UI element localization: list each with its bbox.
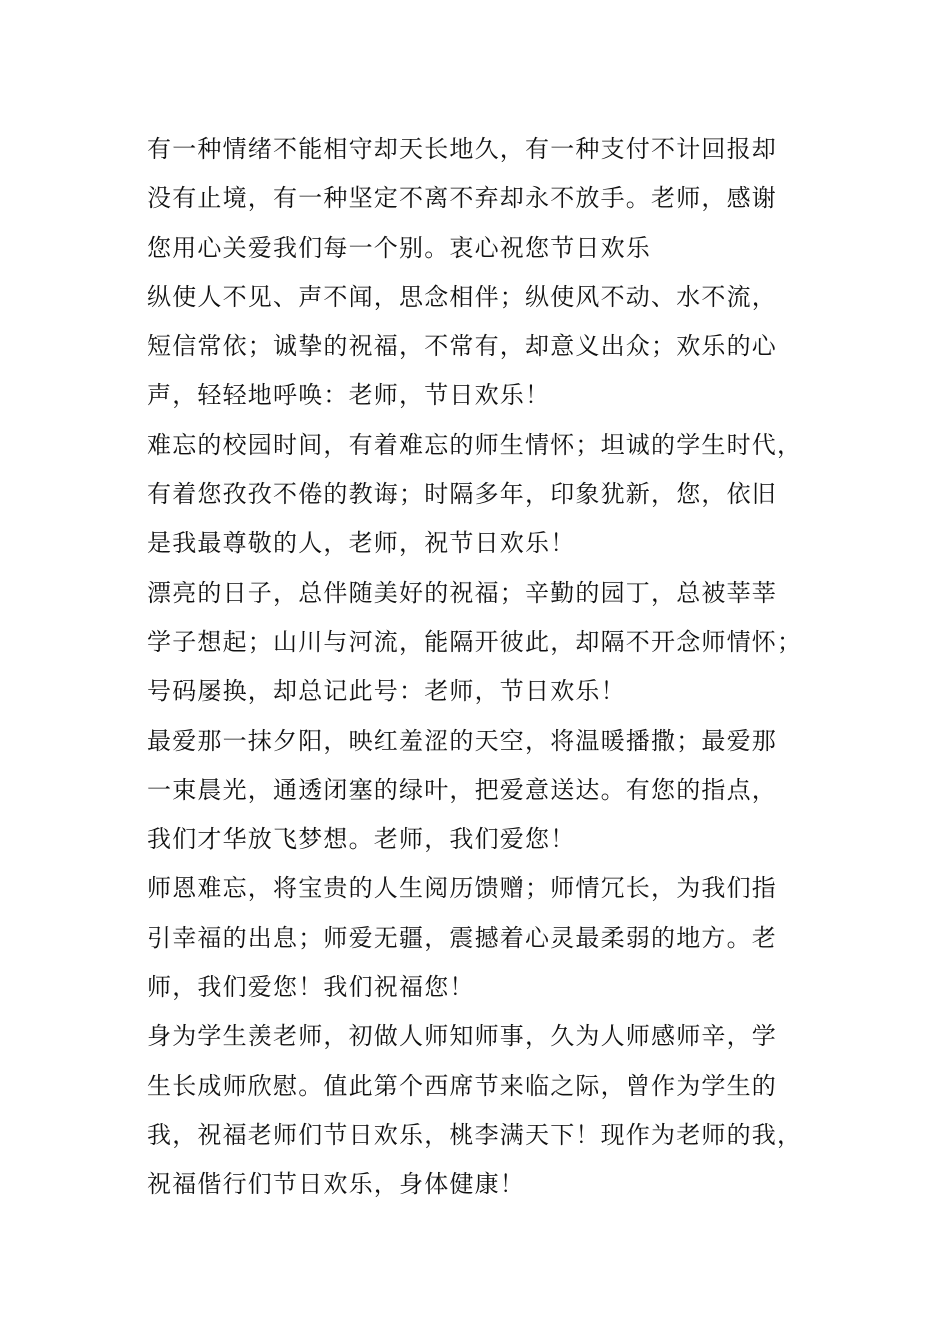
- text-line: 一束晨光，通透闭塞的绿叶，把爱意送达。有您的指点，: [147, 775, 777, 804]
- document-body: [147, 125, 807, 1210]
- text-line: 有着您孜孜不倦的教诲；时隔多年，印象犹新，您，依旧: [147, 480, 777, 509]
- text-line: 我，祝福老师们节日欢乐，桃李满天下！现作为老师的我，: [147, 1120, 803, 1149]
- text-line: 您用心关爱我们每一个别。衷心祝您节日欢乐: [147, 233, 651, 262]
- text-line: 祝福偕行们节日欢乐，身体健康！: [147, 1170, 525, 1199]
- text-line: 最爱那一抹夕阳，映红羞涩的天空，将温暖播撒；最爱那: [147, 726, 777, 755]
- text-line: 短信常依；诚挚的祝福，不常有，却意义出众；欢乐的心: [147, 332, 777, 361]
- text-line: 我们才华放飞梦想。老师，我们爱您！: [147, 825, 576, 854]
- text-line: 师，我们爱您！我们祝福您！: [147, 973, 475, 1002]
- text-line: 生长成师欣慰。值此第个西席节来临之际，曾作为学生的: [147, 1071, 777, 1100]
- text-line: 身为学生羡老师，初做人师知师事，久为人师感师辛，学: [147, 1022, 777, 1051]
- text-line: 学子想起；山川与河流，能隔开彼此，却隔不开念师情怀；: [147, 627, 803, 656]
- paragraph: [147, 864, 807, 1012]
- text-line: 号码屡换，却总记此号：老师，节日欢乐！: [147, 677, 626, 706]
- paragraph: [147, 569, 807, 717]
- text-line: 难忘的校园时间，有着难忘的师生情怀；坦诚的学生时代，: [147, 430, 803, 459]
- paragraph: [147, 717, 807, 865]
- text-line: 引幸福的出息；师爱无疆，震撼着心灵最柔弱的地方。老: [147, 923, 777, 952]
- paragraph: [147, 125, 807, 273]
- text-line: 师恩难忘，将宝贵的人生阅历馈赠；师情冗长，为我们指: [147, 874, 777, 903]
- paragraph: [147, 421, 807, 569]
- text-line: 是我最尊敬的人，老师，祝节日欢乐！: [147, 529, 576, 558]
- text-line: 纵使人不见、声不闻，思念相伴；纵使风不动、水不流，: [147, 282, 777, 311]
- text-line: 没有止境，有一种坚定不离不弃却永不放手。老师，感谢: [147, 184, 777, 213]
- paragraph: [147, 273, 807, 421]
- paragraph: [147, 1012, 807, 1209]
- text-line: 声，轻轻地呼唤：老师，节日欢乐！: [147, 381, 551, 410]
- text-line: 有一种情绪不能相守却天长地久，有一种支付不计回报却: [147, 135, 777, 163]
- text-line: 漂亮的日子，总伴随美好的祝福；辛勤的园丁，总被莘莘: [147, 578, 777, 607]
